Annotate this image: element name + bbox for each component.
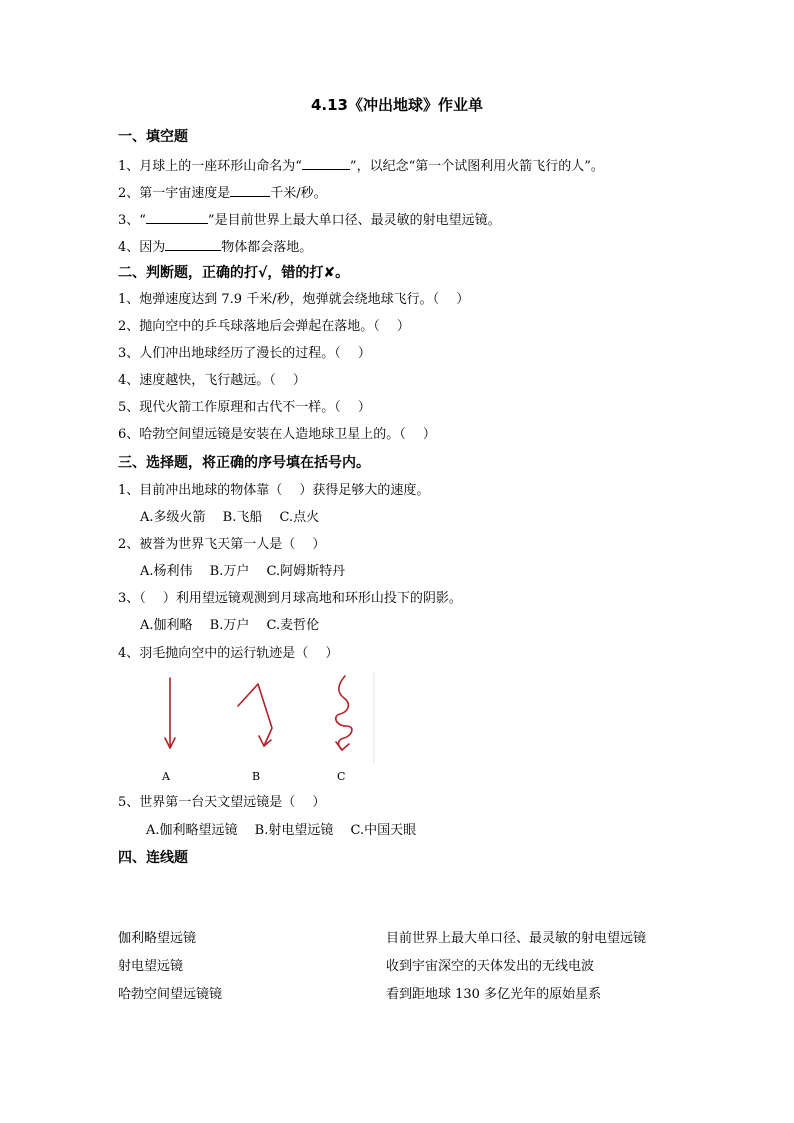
match-right-3[interactable]: 看到距地球 130 多亿光年的原始星系	[386, 987, 602, 1002]
choice-question-3: 3、（ ）利用望远镜观测到月球高地和环形山投下的阴影。	[118, 591, 462, 606]
figure-label-c: C	[337, 770, 346, 783]
fill-question-1	[118, 156, 604, 176]
fill-blank-3[interactable]	[146, 210, 208, 224]
choice-options-3[interactable]: A.伽利略 B.万户 C.麦哲伦	[140, 618, 320, 633]
fill-blank-4[interactable]	[165, 237, 221, 251]
fill-q3-prefix: 3、“	[118, 213, 146, 228]
trajectory-b-arrow-icon	[238, 684, 272, 746]
section-match-heading: 四、连线题	[118, 850, 188, 866]
fill-q4-prefix: 4、因为	[118, 240, 166, 255]
choice-options-1[interactable]: A.多级火箭 B.飞船 C.点火	[140, 510, 320, 525]
choice-options-2[interactable]: A.杨利伟 B.万户 C.阿姆斯特丹	[140, 564, 346, 579]
fill-blank-2[interactable]	[230, 183, 270, 197]
figure-label-a: A	[162, 770, 170, 783]
match-left-2[interactable]: 射电望远镜	[118, 959, 184, 974]
judge-item-2[interactable]: 2、抛向空中的乒乓球落地后会弹起在落地。（ ）	[118, 319, 410, 334]
match-right-2[interactable]: 收到宇宙深空的天体发出的无线电波	[386, 959, 595, 974]
fill-question-4	[118, 237, 312, 257]
judge-item-4[interactable]: 4、速度越快，飞行越远。（ ）	[118, 373, 306, 388]
section-judge-heading: 二、判断题，正确的打√，错的打✘。	[118, 265, 350, 281]
fill-question-2	[118, 183, 327, 203]
choice-question-1: 1、目前冲出地球的物体靠（ ）获得足够大的速度。	[118, 483, 430, 498]
trajectory-c-arrow-icon	[336, 676, 352, 750]
match-left-3[interactable]: 哈勃空间望远镜镜	[118, 987, 223, 1002]
figure-label-b: B	[252, 770, 261, 783]
fill-q4-suffix: 物体都会落地。	[221, 240, 313, 255]
judge-item-3[interactable]: 3、人们冲出地球经历了漫长的过程。（ ）	[118, 346, 371, 361]
section-choice-heading: 三、选择题，将正确的序号填在括号内。	[118, 455, 370, 471]
judge-item-6[interactable]: 6、哈勃空间望远镜是安装在人造地球卫星上的。（ ）	[118, 427, 436, 442]
fill-blank-1[interactable]	[302, 156, 350, 170]
fill-q2-suffix: 千米/秒。	[270, 186, 327, 201]
fill-q1-suffix: ”，以纪念“第一个试图利用火箭飞行的人”。	[349, 159, 604, 174]
match-left-1[interactable]: 伽利略望远镜	[118, 931, 197, 946]
page-title: 4.13《冲出地球》作业单	[310, 96, 483, 114]
choice-question-2: 2、被誉为世界飞天第一人是（ ）	[118, 537, 326, 552]
match-right-1[interactable]: 目前世界上最大单口径、最灵敏的射电望远镜	[386, 931, 647, 946]
fill-question-3	[118, 210, 501, 230]
judge-item-5[interactable]: 5、现代火箭工作原理和古代不一样。（ ）	[118, 400, 371, 415]
fill-q2-prefix: 2、第一宇宙速度是	[118, 186, 231, 201]
choice-question-4: 4、羽毛抛向空中的运行轨迹是（ ）	[118, 646, 339, 661]
section-fill-heading: 一、填空题	[118, 129, 188, 145]
judge-item-1[interactable]: 1、炮弹速度达到 7.9 千米/秒，炮弹就会绕地球飞行。（ ）	[118, 292, 470, 307]
fill-q3-suffix: ”是目前世界上最大单口径、最灵敏的射电望远镜。	[207, 213, 501, 228]
choice-question-5: 5、世界第一台天文望远镜是（ ）	[118, 795, 326, 810]
trajectory-a-arrow-icon	[165, 678, 175, 748]
fill-q1-prefix: 1、月球上的一座环形山命名为“	[118, 159, 302, 174]
choice-options-5[interactable]: A.伽利略望远镜 B.射电望远镜 C.中国天眼	[146, 823, 417, 838]
